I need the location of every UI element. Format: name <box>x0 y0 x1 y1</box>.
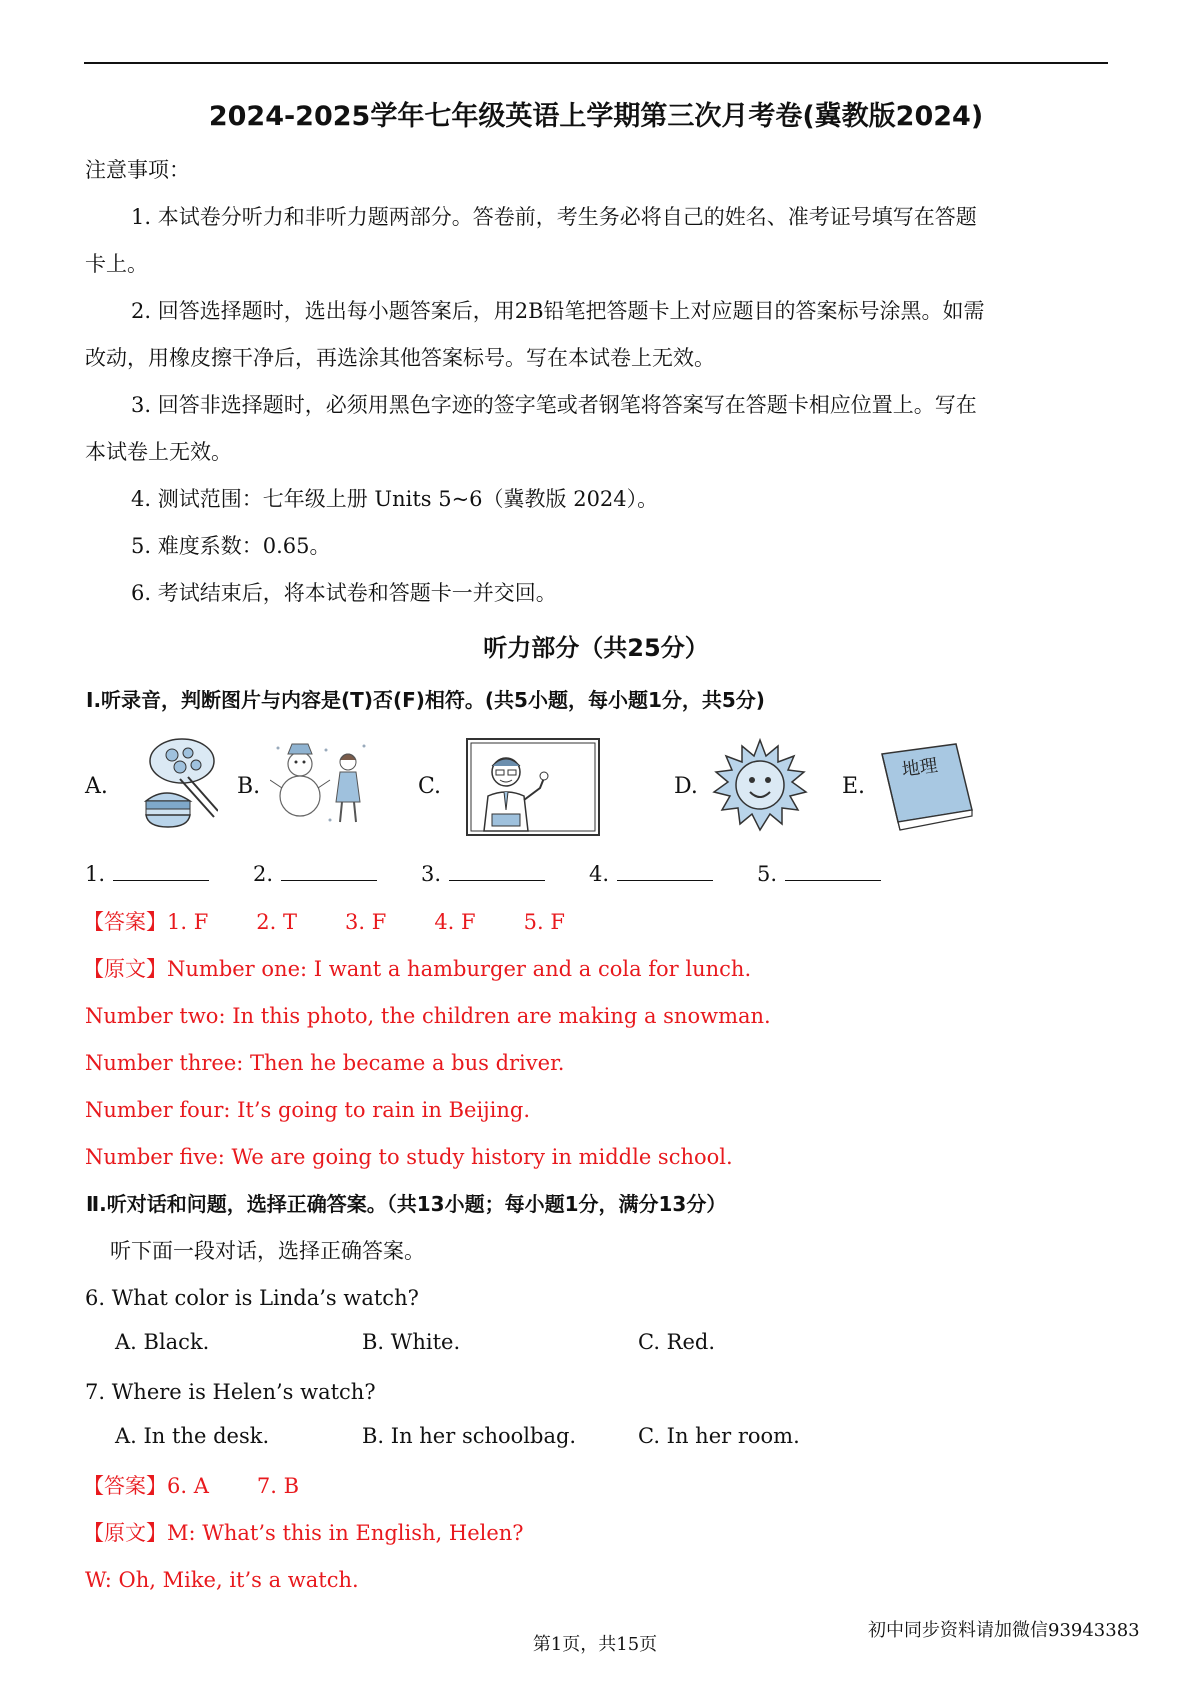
option-a[interactable]: A. In the desk. <box>115 1424 270 1448</box>
answer-item: 2. T <box>256 910 298 934</box>
blank-number: 1. <box>85 862 106 886</box>
notice-line: 5. 难度系数：0.65。 <box>131 534 331 558</box>
script-tag: 【原文】 <box>83 957 167 981</box>
script-text: Number one: I want a hamburger and a cola for lunch. <box>167 957 752 981</box>
answer-item: 3. F <box>345 910 387 934</box>
top-rule <box>84 62 1108 64</box>
answer-tag: 【答案】 <box>83 1474 167 1498</box>
blank-number: 3. <box>421 862 442 886</box>
notice-heading: 注意事项： <box>85 158 190 182</box>
option-b[interactable]: B. In her schoolbag. <box>362 1424 577 1448</box>
answer-tag: 【答案】 <box>83 910 167 934</box>
wechat-note: 初中同步资料请加微信93943383 <box>868 1620 1140 1641</box>
answer-item: 4. F <box>434 910 476 934</box>
teacher-icon <box>466 738 600 836</box>
option-b[interactable]: B. White. <box>362 1330 461 1354</box>
blank-number: 4. <box>589 862 610 886</box>
picture-label: B. <box>237 774 261 799</box>
script-text: Number two: In this photo, the children are making a snowman. <box>85 1004 771 1028</box>
blank-number: 5. <box>757 862 778 886</box>
question-text: 7. Where is Helen’s watch? <box>85 1380 376 1404</box>
answer-line <box>83 1471 299 1501</box>
picture-label: A. <box>85 774 108 799</box>
answer-blank[interactable] <box>85 860 209 886</box>
geography-book-icon <box>876 740 976 836</box>
script-line <box>83 1518 524 1548</box>
question-text: 6. What color is Linda’s watch? <box>85 1286 419 1310</box>
sun-icon <box>712 738 808 834</box>
section-title: 听力部分（共25分） <box>483 634 709 662</box>
part2-intro: 听下面一段对话，选择正确答案。 <box>110 1239 425 1263</box>
answer-item: 7. B <box>256 1474 300 1498</box>
script-text: W: Oh, Mike, it’s a watch. <box>85 1568 359 1592</box>
picture-label: D. <box>674 774 698 799</box>
option-c[interactable]: C. Red. <box>638 1330 716 1354</box>
notice-line: 1. 本试卷分听力和非听力题两部分。答卷前，考生务必将自己的姓名、准考证号填写在答题 <box>131 205 977 229</box>
notice-line: 改动，用橡皮擦干净后，再选涂其他答案标号。写在本试卷上无效。 <box>85 346 715 370</box>
answer-blank[interactable] <box>253 860 377 886</box>
answer-blank[interactable] <box>421 860 545 886</box>
notice-line: 本试卷上无效。 <box>85 440 232 464</box>
script-text: M: What’s this in English, Helen? <box>167 1521 524 1545</box>
notice-line: 3. 回答非选择题时，必须用黑色字迹的签字笔或者钢笔将答案写在答题卡相应位置上。写在 <box>131 393 977 417</box>
script-tag: 【原文】 <box>83 1521 167 1545</box>
snowman-icon <box>270 740 370 830</box>
part2-heading: Ⅱ.听对话和问题，选择正确答案。（共13小题；每小题1分，满分13分） <box>86 1192 727 1216</box>
page-title: 2024-2025学年七年级英语上学期第三次月考卷(冀教版2024) <box>208 101 984 132</box>
answer-blank[interactable] <box>757 860 881 886</box>
page-number: 第1页，共15页 <box>532 1634 658 1655</box>
script-text: Number four: It’s going to rain in Beijing. <box>85 1098 531 1122</box>
script-line <box>83 954 751 984</box>
script-text: Number three: Then he became a bus driver. <box>85 1051 565 1075</box>
option-c[interactable]: C. In her room. <box>638 1424 800 1448</box>
notice-line: 4. 测试范围：七年级上册 Units 5~6（冀教版 2024）。 <box>131 487 659 511</box>
notice-line: 2. 回答选择题时，选出每小题答案后，用2B铅笔把答题卡上对应题目的答案标号涂黑。如需 <box>131 299 985 323</box>
notice-line: 6. 考试结束后，将本试卷和答题卡一并交回。 <box>131 581 557 605</box>
notice-line: 卡上。 <box>85 252 148 276</box>
answer-blank[interactable] <box>589 860 713 886</box>
svg-text:地理: 地理 <box>900 755 940 781</box>
picture-label: C. <box>418 774 442 799</box>
option-a[interactable]: A. Black. <box>115 1330 210 1354</box>
food-icon <box>140 735 218 835</box>
part1-heading: Ⅰ.听录音，判断图片与内容是(T)否(F)相符。(共5小题，每小题1分，共5分) <box>86 688 765 712</box>
picture-label: E. <box>842 774 866 799</box>
blank-number: 2. <box>253 862 274 886</box>
script-text: Number five: We are going to study history in middle school. <box>85 1145 733 1169</box>
answer-item: 6. A <box>167 1474 209 1498</box>
answer-item: 1. F <box>167 910 209 934</box>
answer-item: 5. F <box>523 910 565 934</box>
answer-line <box>83 907 565 937</box>
